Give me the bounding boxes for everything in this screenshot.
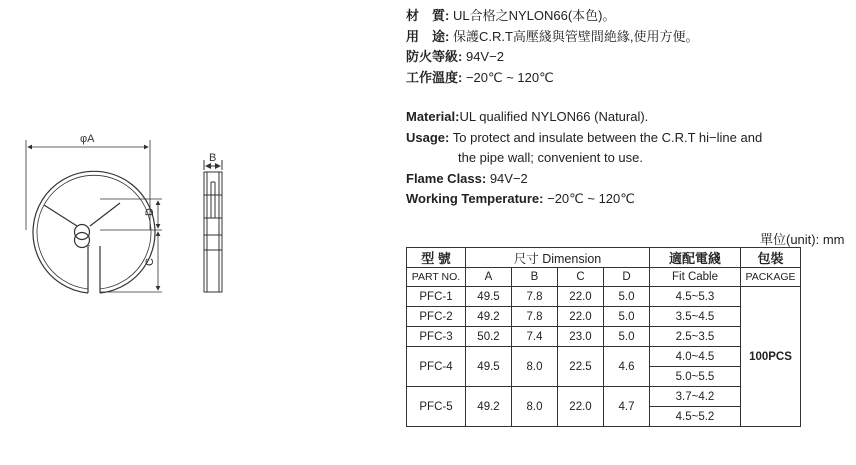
unit-label: 單位(unit): mm xyxy=(760,232,845,247)
table-row: 5.0~5.5 xyxy=(407,367,801,387)
technical-drawing xyxy=(0,0,400,465)
label-phi-a: φA xyxy=(80,133,95,145)
table-row: PFC-4 49.5 8.0 22.5 4.6 4.0~4.5 xyxy=(407,347,801,367)
dimension-table xyxy=(406,247,801,427)
package-cell: 100PCS xyxy=(741,287,801,427)
header-model: 型 號 xyxy=(407,248,466,268)
header-partno: PART NO. xyxy=(407,268,466,287)
spec-cn-flame: 防火等級: 94V−2 xyxy=(406,49,504,64)
header-cable: 適配電綫 xyxy=(650,248,741,268)
header-package-en: PACKAGE xyxy=(741,268,801,287)
side-view xyxy=(204,160,222,292)
table-row: PFC-2 49.2 7.8 22.0 5.0 3.5~4.5 xyxy=(407,307,801,327)
header-c: C xyxy=(558,268,604,287)
header-d: D xyxy=(604,268,650,287)
table-row: PFC-1 49.5 7.8 22.0 5.0 4.5~5.3 100PCS xyxy=(407,287,801,307)
table-row: 4.5~5.2 xyxy=(407,407,801,427)
spec-en-temp: Working Temperature: −20℃ ~ 120℃ xyxy=(406,191,635,206)
header-dimension: 尺寸 Dimension xyxy=(466,248,650,268)
table-row: PFC-5 49.2 8.0 22.0 4.7 3.7~4.2 xyxy=(407,387,801,407)
dimension-phi-a xyxy=(26,140,150,230)
table-row: PFC-3 50.2 7.4 23.0 5.0 2.5~3.5 xyxy=(407,327,801,347)
spec-en-material: Material:UL qualified NYLON66 (Natural). xyxy=(406,109,649,124)
label-b: B xyxy=(209,152,217,164)
spec-cn-usage: 用 途: 保護C.R.T高壓綫與管壁間絶緣,使用方便。 xyxy=(406,28,699,44)
spec-cn-material: 材 質: UL合格之NYLON66(本色)。 xyxy=(406,8,616,23)
header-a: A xyxy=(466,268,512,287)
label-c: C xyxy=(144,258,156,266)
label-d: D xyxy=(144,208,156,216)
header-fit-cable: Fit Cable xyxy=(650,268,741,287)
header-package: 包裝 xyxy=(741,248,801,268)
front-view xyxy=(33,171,155,293)
spec-en-flame: Flame Class: 94V−2 xyxy=(406,170,528,186)
spec-cn-temp: 工作溫度: −20℃ ~ 120℃ xyxy=(406,69,554,85)
specs-block xyxy=(406,6,762,210)
spec-en-usage: Usage: To protect and insulate between the C.R.T hi−line and xyxy=(406,129,763,145)
header-b: B xyxy=(512,268,558,287)
spec-en-usage-cont: the pipe wall; convenient to use. xyxy=(458,150,644,165)
